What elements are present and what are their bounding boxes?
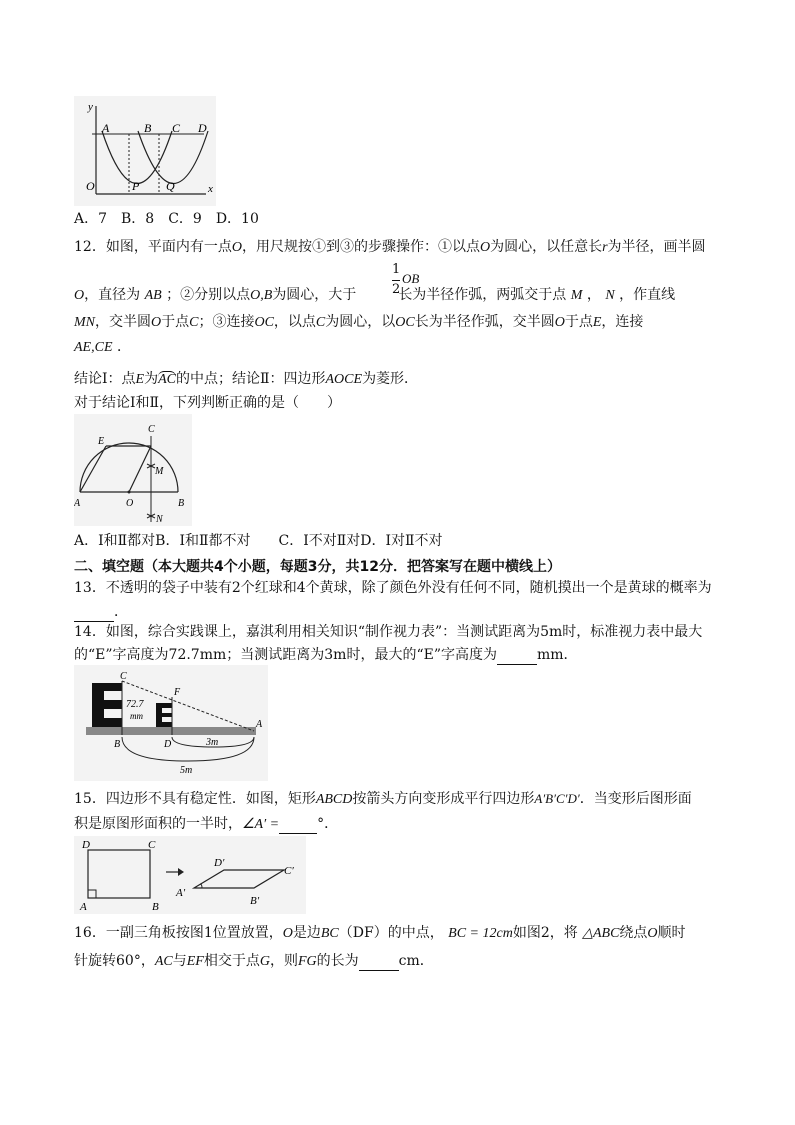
q13-line1: 13．不透明的袋子中装有2个红球和4个黄球，除了颜色外没有任何不同，随机摸出一个是黄球的概率为	[74, 580, 712, 596]
figure-semicircle	[74, 414, 192, 526]
q15-line1: 15．四边形不具有稳定性．如图，矩形ABCD按箭头方向变形成平行四边形A′B′C′D′．当变形后图形面	[74, 791, 692, 807]
figure-rectangle-to-parallelogram	[74, 836, 306, 914]
fig14-value: 72.7	[126, 699, 144, 710]
q11-options: A．7 B．8 C．9 D．10	[74, 211, 259, 227]
fig12-M: M	[155, 466, 164, 477]
figure-vision-chart	[74, 665, 268, 781]
fig12-A: A	[74, 498, 81, 509]
fig15-Ap: A′	[176, 887, 186, 899]
q12-line1: 12．如图，平面内有一点O，用尺规按①到③的步骤操作：①以点O为圆心，以任意长r为半径，画半圆	[74, 239, 706, 255]
q12-line3: MN，交半圆O于点C；③连接OC，以点C为圆心，以OC长为半径作弧，交半圆O于点E，连接	[74, 314, 644, 330]
fig11-y: y	[88, 101, 93, 113]
fig14-B: B	[114, 739, 121, 750]
q12-question: 对于结论Ⅰ和Ⅱ，下列判断正确的是（ ）	[74, 395, 342, 411]
fig11-x: x	[208, 183, 213, 195]
section-2-title: 二、填空题（本大题共4个小题，每题3分，共12分．把答案写在题中横线上）	[74, 559, 561, 575]
fig14-C: C	[120, 671, 127, 682]
fig15-A: A	[80, 901, 87, 913]
q16-answer-blank[interactable]	[359, 952, 399, 971]
fig15-D: D	[82, 839, 90, 851]
q13-answer-blank[interactable]	[74, 603, 114, 622]
q15-answer-blank[interactable]	[279, 815, 317, 834]
fig11-P: P	[132, 179, 140, 193]
q15-line2: 积是原图形面积的一半时，∠A′ = °．	[74, 816, 339, 832]
fig15-Bp: B′	[250, 895, 260, 907]
fig15-Cp: C′	[284, 865, 294, 877]
fig14-D: D	[164, 739, 172, 750]
fig14-unit: mm	[130, 711, 143, 721]
q14-line2: 的“E”字高度为72.7mm；当测试距离为3m时，最大的“E”字高度为 mm．	[74, 647, 578, 663]
q14-answer-blank[interactable]	[497, 646, 537, 665]
q13-line2: ．	[74, 603, 128, 622]
figure-parabolas	[74, 96, 216, 206]
fraction-half-OB: 1 2 OB	[392, 262, 420, 297]
fig12-N: N	[156, 514, 163, 525]
fig14-5m: 5m	[180, 765, 193, 776]
fig12-B: B	[178, 498, 185, 509]
q16-line1: 16．一副三角板按图1位置放置，O是边BC（DF）的中点， BC = 12cm如图2，将 △ABC绕点O顺时	[74, 925, 686, 941]
fig15-C: C	[148, 839, 156, 851]
fig15-B: B	[152, 901, 159, 913]
fig12-O: O	[126, 498, 134, 509]
q14-line1: 14．如图，综合实践课上，嘉淇利用相关知识“制作视力表”：当测试距离为5m时，标准视力表中最大	[74, 624, 703, 640]
fig14-A: A	[256, 719, 263, 730]
q12-line4: AE,CE ．	[74, 339, 131, 355]
fig11-A: A	[102, 121, 110, 135]
fig12-E: E	[98, 436, 105, 447]
fig11-B: B	[144, 121, 152, 135]
q16-line2: 针旋转60°，AC与EF相交于点G，则FG的长为 cm．	[74, 953, 434, 969]
fig11-D: D	[198, 121, 207, 135]
fig14-3m: 3m	[206, 737, 219, 748]
fig11-O: O	[86, 179, 95, 193]
fig11-C: C	[172, 121, 181, 135]
q12-line2: O，直径为 AB ；②分别以点O,B为圆心，大于 长为半径作弧，两弧交于点 M ， N ，作直线	[74, 287, 676, 303]
fig12-C: C	[148, 424, 155, 435]
q12-conclusions: 结论Ⅰ：点E为AC的中点；结论Ⅱ：四边形AOCE为菱形．	[74, 371, 419, 387]
q12-options: A．Ⅰ和Ⅱ都对B．Ⅰ和Ⅱ都不对 C．Ⅰ不对Ⅱ对D．Ⅰ对Ⅱ不对	[74, 533, 443, 549]
fig14-F: F	[174, 687, 181, 698]
fig11-Q: Q	[166, 179, 175, 193]
fig15-Dp: D′	[214, 857, 225, 869]
